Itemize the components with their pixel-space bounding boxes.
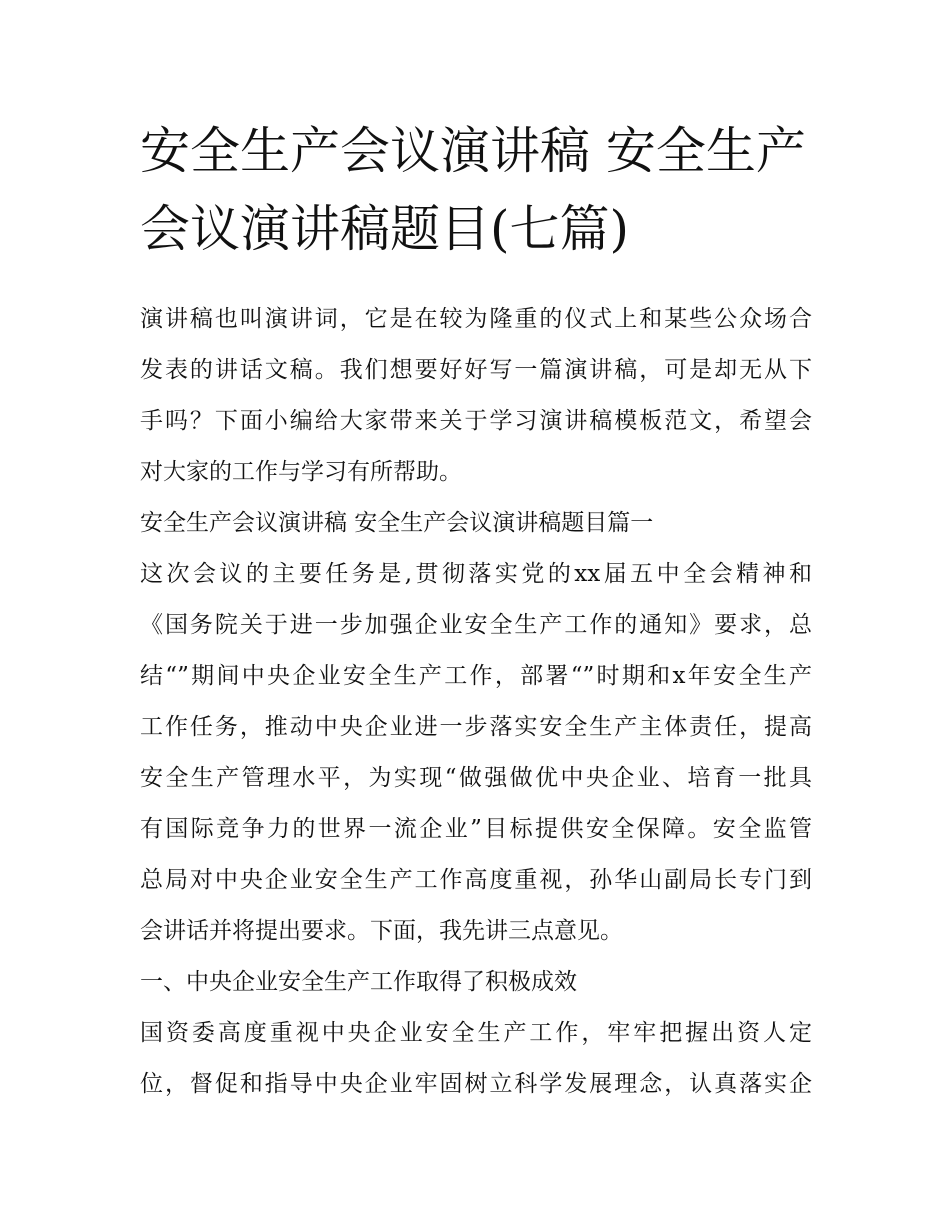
text-line: 会讲话并将提出要求。下面，我先讲三点意见。 [140, 918, 623, 944]
text-line: 位，督促和指导中央企业牢固树立科学发展理念，认真落实企 [140, 1071, 812, 1097]
text-line: 手吗？下面小编给大家带来关于学习演讲稿模板范文，希望会 [140, 408, 812, 434]
text-line: 国资委高度重视中央企业安全生产工作，牢牢把握出资人定 [140, 1020, 812, 1046]
text-line: 《国务院关于进一步加强企业安全生产工作的通知》要求，总 [140, 612, 812, 638]
body-paragraph [140, 549, 812, 957]
text-line: 结“”期间中央企业安全生产工作，部署“”时期和x年安全生产 [140, 663, 812, 689]
document-page [140, 112, 812, 1110]
text-line: 有国际竞争力的世界一流企业”目标提供安全保障。安全监管 [140, 816, 812, 842]
title-line: 安全生产会议演讲稿 安全生产 [140, 122, 806, 180]
text-line: 演讲稿也叫演讲词，它是在较为隆重的仪式上和某些公众场合 [140, 306, 812, 332]
heading-line: 一、中央企业安全生产工作取得了积极成效 [140, 969, 577, 995]
body-paragraph [140, 1008, 812, 1110]
text-line: 总局对中央企业安全生产工作高度重视，孙华山副局长专门到 [140, 867, 812, 893]
title-line: 会议演讲稿题目(七篇) [140, 200, 630, 258]
text-line: 工作任务，推动中央企业进一步落实安全生产主体责任，提高 [140, 714, 812, 740]
section-heading [140, 498, 812, 549]
document-title [140, 112, 812, 268]
text-line: 安全生产管理水平，为实现“做强做优中央企业、培育一批具 [140, 765, 812, 791]
heading-line: 安全生产会议演讲稿 安全生产会议演讲稿题目篇一 [140, 510, 654, 536]
text-line: 发表的讲话文稿。我们想要好好写一篇演讲稿，可是却无从下 [140, 357, 812, 383]
text-line: 对大家的工作与学习有所帮助。 [140, 459, 462, 485]
document-body [140, 294, 812, 1110]
section-heading [140, 957, 812, 1008]
intro-paragraph [140, 294, 812, 498]
text-line: 这次会议的主要任务是,贯彻落实党的xx届五中全会精神和 [140, 561, 812, 587]
